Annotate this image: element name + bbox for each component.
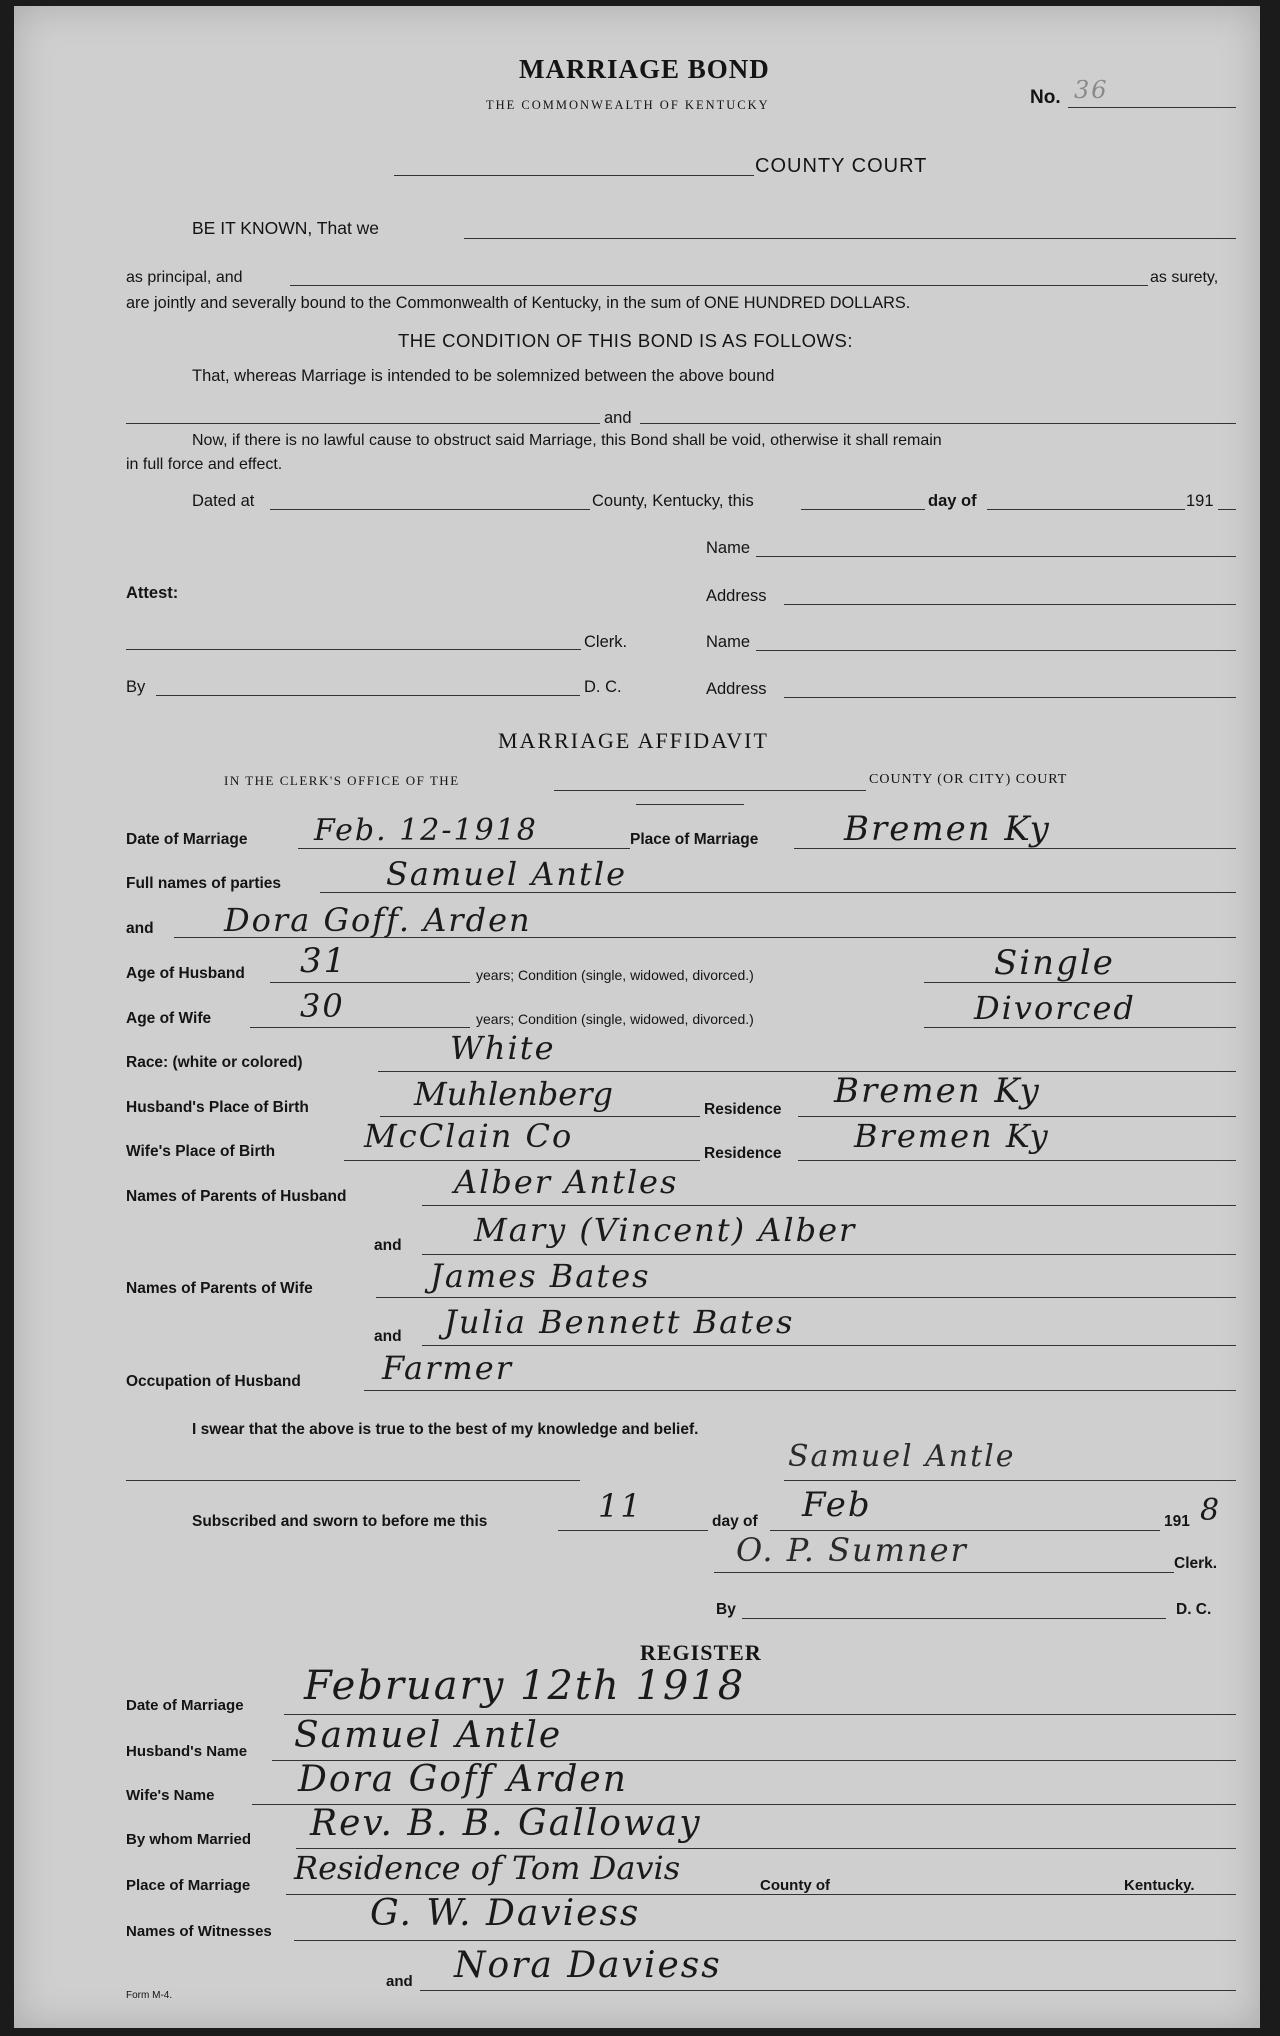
swear-left-line (126, 1480, 580, 1481)
register-husband-value: Samuel Antle (294, 1715, 563, 1756)
parents-husband-value-2: Mary (Vincent) Alber (474, 1211, 857, 1249)
husband-birth-value: Muhlenberg (414, 1075, 613, 1113)
affidavit-dc-label: D. C. (1176, 1601, 1212, 1618)
name-label-2: Name (706, 633, 751, 651)
affidavit-by-label: By (716, 1601, 736, 1618)
affidavit-title: MARRIAGE AFFIDAVIT (498, 728, 769, 753)
date-of-marriage-label: Date of Marriage (126, 831, 248, 848)
parents-wife-line-1 (376, 1297, 1236, 1298)
parents-husband-line-1 (422, 1205, 1236, 1206)
wife-condition-line (924, 1027, 1236, 1028)
address-line-1 (784, 604, 1236, 605)
occupation-label: Occupation of Husband (126, 1373, 301, 1390)
age-husband-label: Age of Husband (126, 965, 245, 982)
dated-at-text: Dated at (192, 492, 255, 510)
parents-wife-value-1: James Bates (430, 1257, 651, 1295)
affiant-signature: Samuel Antle (788, 1439, 1016, 1474)
condition-heading: THE CONDITION OF THIS BOND IS AS FOLLOWS: (398, 330, 853, 351)
affidavit-clerk-label: Clerk. (1174, 1555, 1218, 1572)
and-text: and (604, 409, 632, 427)
by-label: By (126, 678, 146, 696)
dc-label: D. C. (584, 678, 622, 696)
register-husband-label: Husband's Name (126, 1743, 248, 1760)
signature-line (784, 1480, 1236, 1481)
be-it-known-text: BE IT KNOWN, That we (192, 218, 380, 238)
clerk-line (126, 649, 581, 650)
county-court-label: COUNTY COURT (755, 155, 928, 177)
as-surety-text: as surety, (1150, 269, 1219, 286)
years-condition-husband: years; Condition (single, widowed, divorced.) (476, 967, 754, 983)
subscribed-text: Subscribed and sworn to before me this (192, 1513, 488, 1530)
parents-husband-label: Names of Parents of Husband (126, 1188, 347, 1205)
county-city-court-text: COUNTY (OR CITY) COURT (869, 772, 1068, 787)
age-wife-line (250, 1027, 470, 1028)
day-line (801, 509, 925, 510)
county-name-line (554, 790, 866, 791)
surety-line (290, 285, 1148, 286)
subscribed-day-line (558, 1530, 708, 1531)
wife-birth-line (344, 1160, 700, 1161)
register-wife-label: Wife's Name (126, 1787, 215, 1804)
place-of-marriage-value: Bremen Ky (844, 809, 1051, 849)
register-witnesses-label: Names of Witnesses (126, 1923, 272, 1940)
parents-husband-line-2 (422, 1254, 1236, 1255)
husband-birth-label: Husband's Place of Birth (126, 1099, 309, 1116)
bond-number-value: 36 (1074, 76, 1109, 104)
bond-number-label: No. (1030, 87, 1061, 108)
year-line (1218, 509, 1236, 510)
wife-birth-label: Wife's Place of Birth (126, 1143, 276, 1160)
wife-condition-value: Divorced (974, 989, 1136, 1027)
wife-residence-label: Residence (704, 1145, 782, 1162)
party1-line (126, 423, 600, 424)
now-if-text-1: Now, if there is no lawful cause to obstruct said Marriage, this Bond shall be void, otherwise it shall remain (192, 432, 942, 449)
register-date-value: February 12th 1918 (304, 1663, 746, 1709)
register-witness-line-1 (294, 1940, 1236, 1941)
dated-at-line (270, 509, 590, 510)
register-county-of-text: County of (760, 1877, 830, 1894)
county-name-underline (636, 804, 744, 805)
clerk-signature-line (714, 1572, 1174, 1573)
principal-names-line (464, 238, 1236, 239)
full-names-label: Full names of parties (126, 875, 282, 892)
bond-title: MARRIAGE BOND (519, 54, 770, 84)
name-label-1: Name (706, 539, 751, 557)
date-of-marriage-value: Feb. 12-1918 (314, 813, 538, 848)
age-wife-value: 30 (300, 987, 345, 1025)
husband-residence-label: Residence (704, 1101, 782, 1118)
date-of-marriage-line (298, 848, 630, 849)
bond-subtitle: THE COMMONWEALTH OF KENTUCKY (486, 98, 770, 112)
address-line-2 (784, 697, 1236, 698)
year-191-text: 191 (1186, 492, 1214, 510)
race-value: White (450, 1029, 556, 1067)
register-date-label: Date of Marriage (126, 1697, 244, 1714)
jointly-bound-text: are jointly and severally bound to the Commonwealth of Kentucky, in the sum of ONE HUNDRED DOLLARS. (126, 294, 911, 312)
day-of-text: day of (928, 492, 977, 510)
subscribed-month-value: Feb (802, 1485, 872, 1525)
register-witness-and-label: and (386, 1973, 413, 1990)
now-if-text-2: in full force and effect. (126, 456, 283, 473)
parents-wife-line-2 (422, 1345, 1236, 1346)
register-witness-2-value: Nora Daviess (454, 1945, 722, 1986)
form-number: Form M-4. (126, 1990, 173, 2001)
place-of-marriage-label: Place of Marriage (630, 831, 759, 848)
county-ky-this-text: County, Kentucky, this (592, 492, 754, 510)
county-court-line (394, 175, 754, 176)
register-place-label: Place of Marriage (126, 1877, 251, 1894)
wife-residence-line (798, 1160, 1236, 1161)
whereas-text: That, whereas Marriage is intended to be solemnized between the above bound (192, 367, 775, 385)
parents-wife-and-label: and (374, 1328, 402, 1345)
name-line-2 (756, 650, 1236, 651)
register-by-whom-value: Rev. B. B. Galloway (310, 1803, 702, 1844)
affidavit-by-line (742, 1618, 1166, 1619)
occupation-value: Farmer (382, 1349, 513, 1387)
husband-residence-value: Bremen Ky (834, 1071, 1041, 1111)
register-witness-1-value: G. W. Daviess (370, 1893, 641, 1934)
party2-line (640, 423, 1236, 424)
subscribed-year-191: 191 (1164, 1513, 1190, 1530)
register-witness-line-2 (420, 1990, 1236, 1991)
by-line (156, 695, 580, 696)
husband-full-name-value: Samuel Antle (386, 855, 628, 893)
years-condition-wife: years; Condition (single, widowed, divorced.) (476, 1011, 754, 1027)
swear-text: I swear that the above is true to the best of my knowledge and belief. (192, 1421, 699, 1438)
marriage-bond-document (14, 6, 1260, 2028)
wife-full-name-value: Dora Goff. Arden (224, 901, 532, 939)
address-label-1: Address (706, 587, 767, 605)
clerks-office-text: IN THE CLERK'S OFFICE OF THE (224, 773, 460, 788)
occupation-line (364, 1390, 1236, 1391)
age-wife-label: Age of Wife (126, 1010, 212, 1027)
subscribed-year-digit: 8 (1200, 1493, 1222, 1528)
and-label: and (126, 920, 154, 937)
register-kentucky-text: Kentucky. (1124, 1877, 1195, 1894)
register-by-whom-label: By whom Married (126, 1831, 252, 1848)
wife-birth-value: McClain Co (364, 1117, 574, 1155)
attest-label: Attest: (126, 584, 179, 602)
husband-condition-value: Single (994, 943, 1115, 983)
parents-husband-value-1: Alber Antles (454, 1163, 679, 1201)
as-principal-text: as principal, and (126, 269, 243, 286)
bond-number-line (1068, 107, 1236, 108)
parents-wife-label: Names of Parents of Wife (126, 1280, 313, 1297)
register-wife-value: Dora Goff Arden (298, 1759, 628, 1800)
month-line (987, 509, 1185, 510)
clerk-label: Clerk. (584, 633, 628, 651)
register-place-value: Residence of Tom Davis (294, 1849, 681, 1887)
clerk-signature: O. P. Sumner (736, 1531, 968, 1569)
name-line-1 (756, 556, 1236, 557)
subscribed-day-of-text: day of (712, 1513, 758, 1530)
wife-residence-value: Bremen Ky (854, 1117, 1050, 1155)
age-husband-value: 31 (300, 941, 348, 981)
address-label-2: Address (706, 680, 767, 698)
race-line (378, 1071, 1236, 1072)
parents-husband-and-label: and (374, 1237, 402, 1254)
race-label: Race: (white or colored) (126, 1054, 303, 1071)
parents-wife-value-2: Julia Bennett Bates (444, 1303, 795, 1341)
age-husband-line (270, 982, 470, 983)
register-title: REGISTER (640, 1640, 762, 1665)
subscribed-day-value: 11 (598, 1487, 643, 1525)
